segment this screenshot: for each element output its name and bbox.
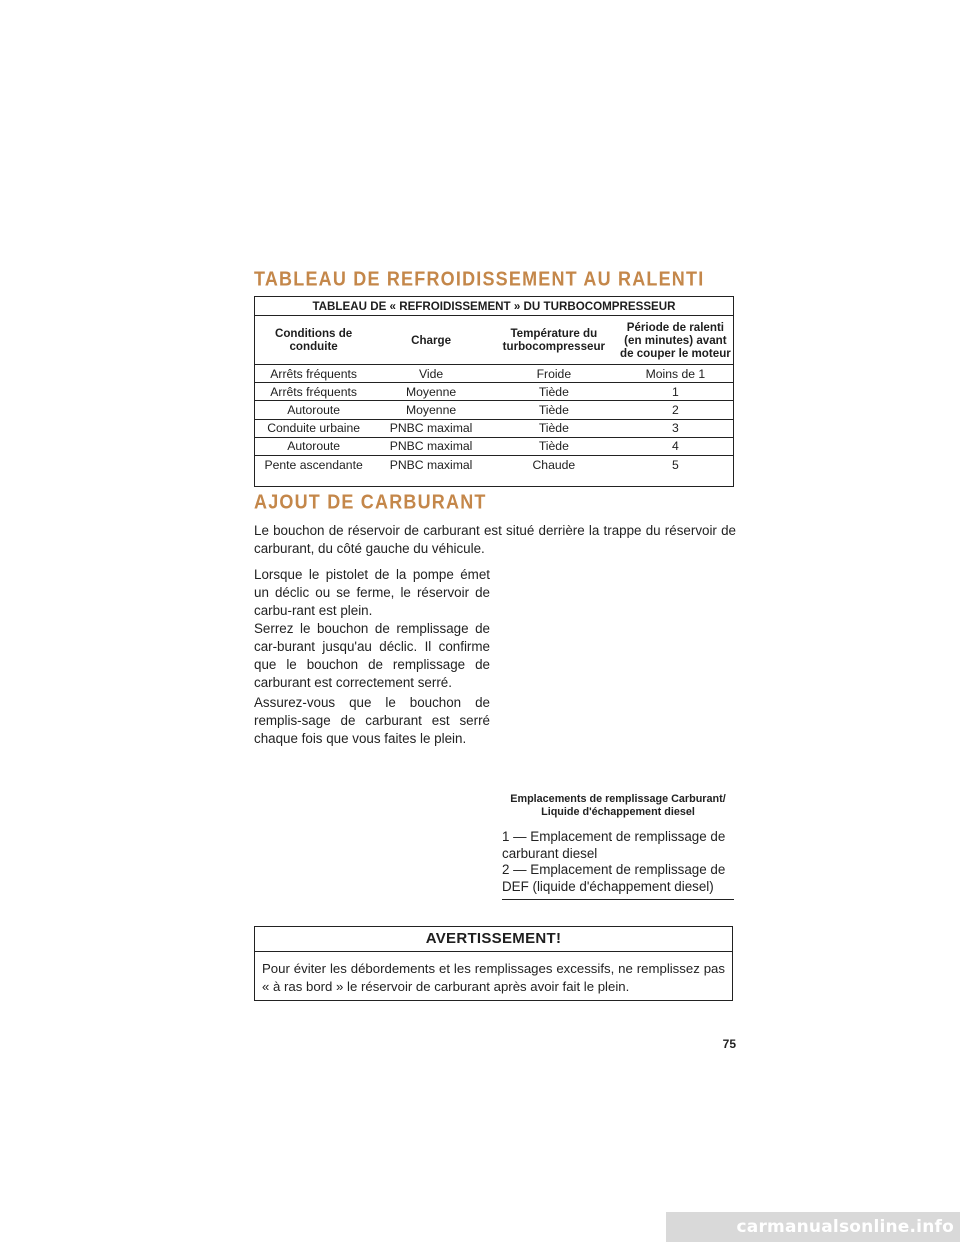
column-header: Conditions de conduite: [255, 316, 373, 365]
table-row: [255, 419, 734, 437]
table-row: [255, 437, 734, 455]
table-cell: PNBC maximal: [389, 457, 473, 472]
warning-title: AVERTISSEMENT!: [255, 927, 732, 952]
column-header: Température du turbocompresseur: [490, 316, 618, 365]
table-cell: Moins de 1: [618, 365, 734, 383]
table-cell: Autoroute: [255, 437, 373, 455]
figure-caption: Emplacements de remplissage Carburant/ Liquide d'échappement diesel: [510, 793, 726, 818]
table-cell: Tiède: [490, 401, 618, 419]
legend-item: 1 — Emplacement de remplissage de carburant diesel: [502, 829, 726, 861]
warning-box: [254, 926, 733, 1001]
figure-legend: [502, 829, 734, 900]
watermark-text: carmanualsonline.info: [736, 1217, 954, 1237]
turbo-cooldown-table: [254, 296, 734, 487]
table-cell: Arrêts fréquents: [255, 365, 373, 383]
table-cell: 3: [618, 419, 734, 437]
body-paragraph: Le bouchon de réservoir de carburant est situé derrière la trappe du réservoir de carburant, du côté gauche du véhicule.: [254, 523, 736, 556]
table-title: TABLEAU DE « REFROIDISSEMENT » DU TURBOCOMPRESSEUR: [255, 297, 734, 316]
warning-text: Pour éviter les débordements et les remplissages excessifs, ne remplissez pas « à ras bord » le réservoir de carburant après avoir fait le plein.: [262, 961, 725, 994]
table-cell: Arrêts fréquents: [255, 383, 373, 401]
table-row: [255, 455, 734, 486]
table-row: [255, 401, 734, 419]
table-cell: 1: [618, 383, 734, 401]
table-row: [255, 383, 734, 401]
table-cell: Tiède: [490, 419, 618, 437]
table-cell: 2: [618, 401, 734, 419]
table-cell: 5: [672, 457, 679, 472]
body-paragraph: Serrez le bouchon de remplissage de car-burant jusqu'au déclic. Il confirme que le bouchon de remplissage de carburant est correctement serré.: [254, 621, 490, 690]
table-cell: Tiède: [490, 383, 618, 401]
table-row: [255, 365, 734, 383]
table-cell: Moyenne: [372, 383, 490, 401]
table-cell: Pente ascendante: [264, 457, 363, 472]
table-cell: Froide: [490, 365, 618, 383]
body-paragraph: Assurez-vous que le bouchon de remplis-sage de carburant est serré chaque fois que vous faites le plein.: [254, 695, 490, 746]
legend-item: 2 — Emplacement de remplissage de DEF (liquide d'échappement diesel): [502, 862, 726, 894]
section-heading-idle-cooldown: TABLEAU DE REFROIDISSEMENT AU RALENTI: [254, 267, 705, 290]
table-cell: Tiède: [490, 437, 618, 455]
table-cell: Moyenne: [372, 401, 490, 419]
watermark-banner: [666, 1212, 960, 1242]
section-heading-refueling: AJOUT DE CARBURANT: [254, 490, 487, 513]
body-paragraph: Lorsque le pistolet de la pompe émet un déclic ou se ferme, le réservoir de carbu-rant est plein.: [254, 567, 490, 618]
table-cell: Vide: [372, 365, 490, 383]
table-cell: 4: [618, 437, 734, 455]
page-number: 75: [722, 1037, 736, 1051]
column-header: Période de ralenti (en minutes) avant de couper le moteur: [618, 316, 734, 365]
table-cell: Conduite urbaine: [255, 419, 373, 437]
table-cell: Autoroute: [255, 401, 373, 419]
table-cell: PNBC maximal: [372, 437, 490, 455]
table-cell: Chaude: [532, 457, 576, 472]
column-header: Charge: [372, 316, 490, 365]
table-cell: PNBC maximal: [372, 419, 490, 437]
